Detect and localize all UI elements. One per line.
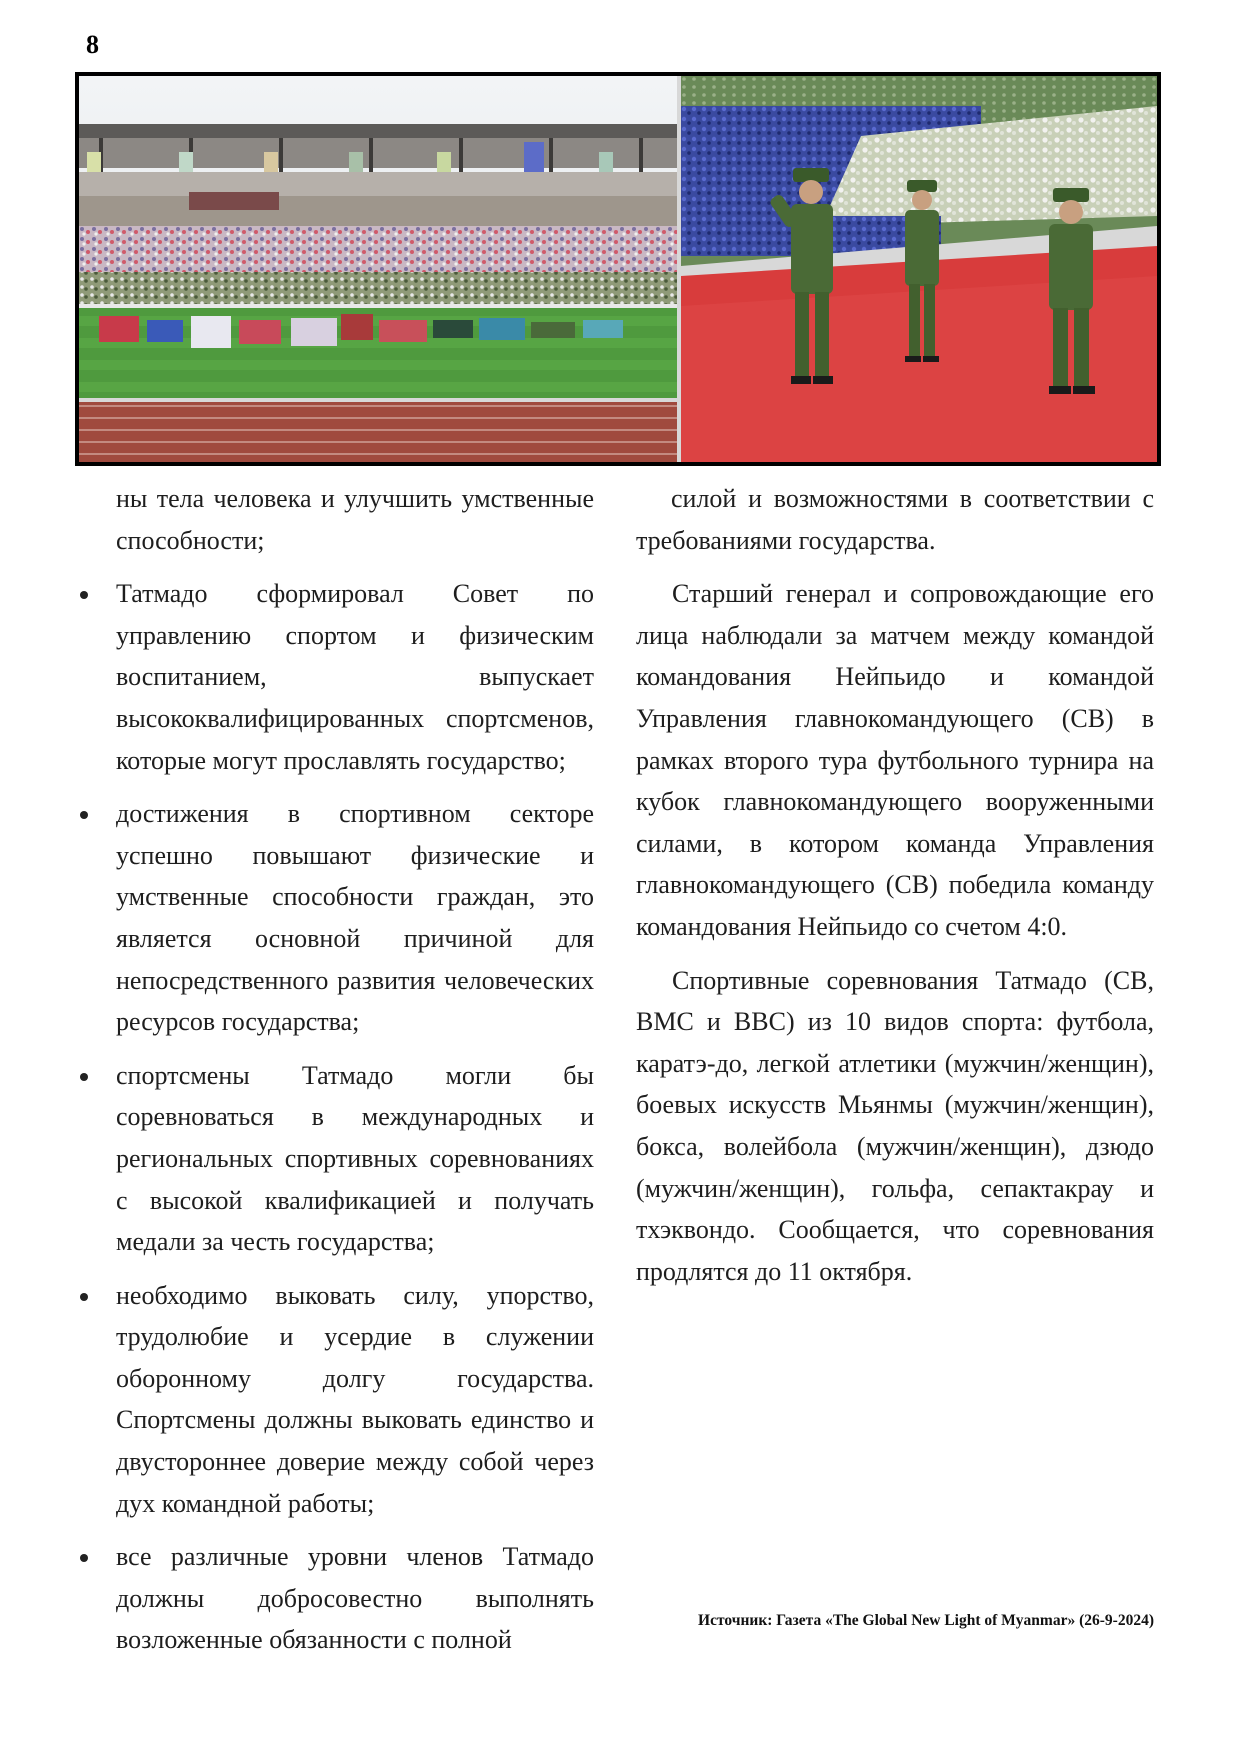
paragraph: Спортивные соревнования Татмадо (СВ, ВМС и ВВС) из 10 видов спорта: футбола, каратэ-до, легкой атлетики (мужчин/женщин), боевых искусств Мьянмы (мужчин/женщин), бокса, волейбола (мужчин/женщин), дзюдо (мужчин/женщин), гольфа, сепактакрау и тхэквондо. Сообщается, что соревнования продлятся до 11 октября. bbox=[636, 965, 1154, 1286]
left-continuation-text: ны тела человека и улучшить умственные способности; bbox=[116, 484, 594, 555]
stadium-opening-ceremony-photo bbox=[79, 76, 677, 462]
bullet-item: Татмадо сформировал Совет по управлению спортом и физическим воспитанием, выпускает высококвалифицированных спортсменов, которые могут прославлять государство; bbox=[116, 573, 594, 781]
generals-saluting-photo bbox=[681, 76, 1157, 462]
source-citation: Источник: Газета «The Global New Light of Myanmar» (26-9-2024) bbox=[698, 1612, 1154, 1629]
bullet-item: все различные уровни членов Татмадо должны добросовестно выполнять возложенные обязанности с полной bbox=[116, 1536, 594, 1661]
photo-frame bbox=[75, 72, 1161, 466]
bullet-item: спортсмены Татмадо могли бы соревноваться в международных и региональных спортивных соревнованиях с высокой квалификацией и получать медали за честь государства; bbox=[116, 1055, 594, 1263]
page-number: 8 bbox=[86, 30, 99, 59]
right-column bbox=[636, 478, 1154, 1292]
left-column bbox=[116, 478, 594, 1661]
bullet-item: достижения в спортивном секторе успешно повышают физические и умственные способности граждан, это является основной причиной для непосредственного развития человеческих ресурсов государства; bbox=[116, 793, 594, 1043]
bullet-item: необходимо выковать силу, упорство, трудолюбие и усердие в служении оборонному долгу государства. Спортсмены должны выковать единство и двустороннее доверие между собой через дух командной работы; bbox=[116, 1275, 594, 1525]
paragraph: Старший генерал и сопровождающие его лица наблюдали за матчем между командой командования Нейпьидо и командой Управления главнокомандующего (СВ) в рамках второго тура футбольного турнира на кубок главнокомандующего вооруженными силами, в котором команда Управления главнокомандующего (СВ) победила команду командования Нейпьидо со счетом 4:0. bbox=[636, 579, 1154, 941]
bullet-list bbox=[116, 573, 594, 1661]
right-continuation-text: силой и возможностями в соответствии с требованиями государства. bbox=[636, 484, 1154, 555]
